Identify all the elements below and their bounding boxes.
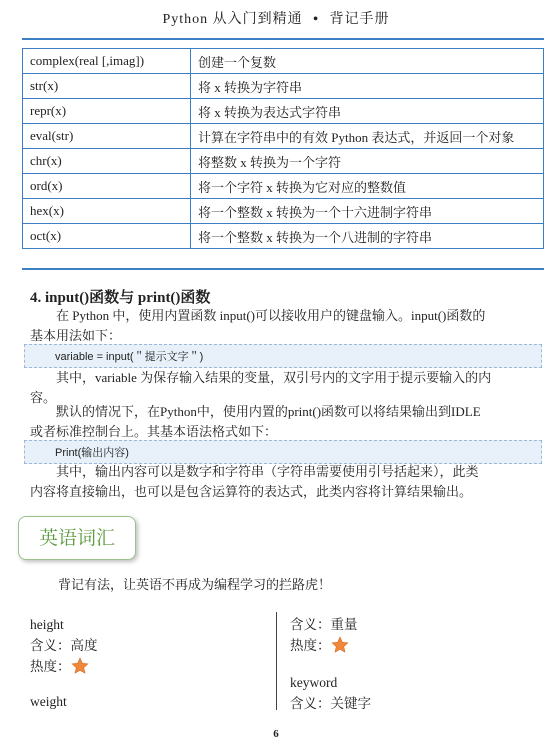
vocab-word: keyword [290,675,338,690]
function-table [22,48,544,249]
vocab-heat-label: 热度： [30,659,71,674]
vocab-section-tag [18,516,136,560]
vocab-heat-label: 热度： [290,638,331,653]
function-name-cell: repr(x) [23,99,191,124]
star-icon [331,636,349,654]
function-description-cell: 将一个整数 x 转换为一个八进制的字符串 [191,224,544,249]
star-icon [71,657,89,675]
function-description-cell: 创建一个复数 [191,49,544,74]
table-row [23,149,544,174]
table-bottom-rule [22,268,544,270]
vocab-heat [290,635,371,656]
vocab-word: height [30,617,64,632]
code-input-example: variable = input(＂提示文字＂) [24,344,542,368]
table-row [23,49,544,74]
table-row [23,224,544,249]
function-description-cell: 计算在字符串中的有效 Python 表达式，并返回一个对象 [191,124,544,149]
vocab-word: weight [30,694,67,709]
function-description-cell: 将 x 转换为字符串 [191,74,544,99]
vocab-meaning: 含义：高度 [30,638,98,653]
function-name-cell: complex(real [,imag]) [23,49,191,74]
text-line: 或者标准控制台上。其基本语法格式如下： [30,424,278,439]
function-name-cell: oct(x) [23,224,191,249]
text-line: 基本用法如下： [30,328,122,343]
function-name-cell: chr(x) [23,149,191,174]
function-description-cell: 将一个整数 x 转换为一个十六进制字符串 [191,199,544,224]
text-line: 内容将直接输出，也可以是包含运算符的表达式，此类内容将计算结果输出。 [30,484,473,499]
text-line: 在 Python 中，使用内置函数 input()可以接收用户的键盘输入。input()函数的 [56,308,486,323]
function-name-cell: hex(x) [23,199,191,224]
vocab-tag-label: 英语词汇 [38,527,115,549]
paragraph-print-intro [30,402,524,442]
function-name-cell: str(x) [23,74,191,99]
table-row [23,99,544,124]
vocab-meaning: 含义：关键字 [290,696,371,711]
function-name-cell: ord(x) [23,174,191,199]
table-row [23,124,544,149]
header-rule [22,38,544,40]
paragraph-print-desc [30,462,524,502]
header-book-title: Python 从入门到精通 [162,12,303,27]
page-number: 6 [273,728,279,740]
function-description-cell: 将一个字符 x 转换为它对应的整数值 [191,174,544,199]
page-header [0,0,552,38]
header-manual-title: 背记手册 [329,12,390,27]
section-title: 4. input()函数与 print()函数 [30,290,211,306]
function-description-cell: 将整数 x 转换为一个字符 [191,149,544,174]
function-name-cell: eval(str) [23,124,191,149]
function-description-cell: 将 x 转换为表达式字符串 [191,99,544,124]
vocab-left-column [30,614,98,712]
text-line: 容。 [30,390,57,405]
header-separator: • [313,12,320,27]
paragraph-input-intro [30,306,524,346]
table-row [23,199,544,224]
vocab-heat [30,656,98,677]
table-row [23,174,544,199]
code-print-example: Print(输出内容) [24,440,542,464]
text-line: 默认的情况下，在Python中，使用内置的print()函数可以将结果输出到IDLE [56,404,481,419]
vocab-meaning: 含义：重量 [290,617,358,632]
text-line: 其中，variable 为保存输入结果的变量，双引号内的文字用于提示要输入的内 [56,370,492,385]
column-divider [276,612,277,710]
table-row [23,74,544,99]
vocab-right-column [290,614,371,714]
vocab-intro: 背记有法，让英语不再成为编程学习的拦路虎！ [58,577,332,592]
text-line: 其中，输出内容可以是数字和字符串（字符串需要使用引号括起来），此类 [56,464,479,479]
